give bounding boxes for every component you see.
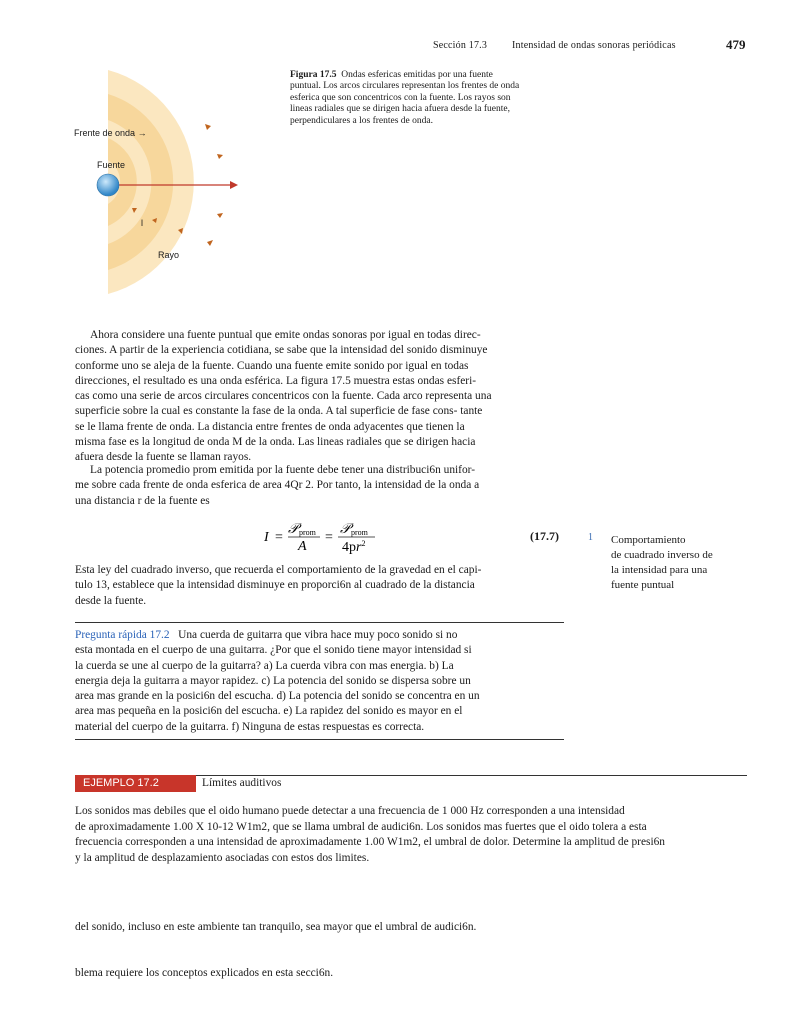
example-line: frecuencia corresponden a una intensidad de aproximadamente 1.00 W1m2, el umbral de dolor. Determine la amplitud de presi6n	[75, 836, 666, 848]
quiz-line: esta montada en el cuerpo de una guitarra. ¿Por que el sonido tiene mayor intensidad si	[75, 644, 472, 657]
label-lambda: l	[141, 218, 143, 228]
source-sphere	[97, 174, 119, 196]
p1-line: direcciones, el resultado es una onda esférica. La figura 17.5 muestra estas ondas esferi-	[75, 374, 477, 387]
eq-den2: $4pr^2$	[342, 539, 366, 555]
caption-line-4: lineas radiales que se dirigen hacia afuera desde la fuente,	[290, 104, 510, 115]
p1-line: afuera desde la fuente se llaman rayos.	[75, 451, 252, 464]
p2-line: una distancia r de la fuente es	[75, 494, 210, 507]
eq-symbol: I	[264, 530, 269, 545]
p1-line: misma fase es la longitud de onda M de la onda. Las lineas radiales que se dirigen hacia	[75, 436, 476, 449]
p3-line: Esta ley del cuadrado inverso, que recuerda el comportamiento de la gravedad en el capi-	[75, 564, 482, 576]
paragraph-1	[75, 328, 566, 466]
page-number: 479	[726, 37, 746, 52]
p1-line: ciones. A partir de la experiencia cotidiana, se sabe que la intensidad del sonido disminuye	[75, 344, 488, 357]
margin-marker: 1	[588, 532, 593, 543]
figure-caption	[290, 70, 560, 127]
margin-note	[611, 533, 741, 593]
eq-equals: =	[275, 530, 283, 545]
caption-label: Figura 17.5	[290, 70, 337, 80]
margin-line: Comportamiento	[611, 534, 686, 546]
caption-line-2: puntual. Los arcos circulares representan los frentes de onda	[290, 81, 520, 92]
p3-line: desde la fuente.	[75, 594, 147, 607]
label-wavefront: Frente de onda →	[74, 128, 147, 138]
eq-num1: 𝒫	[288, 522, 299, 537]
example-line: de aproximadamente 1.00 X 10-12 W1m2, que se llama umbral de audici6n. Los sonidos mas fuertes que el oido tolera a esta	[75, 820, 647, 833]
caption-line-3: esferica que son concentricos con la fuente. Los rayos son	[290, 92, 511, 103]
example-header	[75, 775, 747, 791]
p1-line: conforme uno se aleja de la fuente. Cuando una fuente emite sonido por igual en todas	[75, 359, 469, 372]
quiz-line: Una cuerda de guitarra que vibra hace muy poco sonido si no	[178, 629, 458, 641]
p2-line: me sobre cada frente de onda esferica de area 4Qr 2. Por tanto, la intensidad de la onda a	[75, 479, 480, 492]
example-line: Los sonidos mas debiles que el oido humano puede detectar a una frecuencia de 1 000 Hz corresponden a una intensidad	[75, 805, 625, 817]
eq-num1-sub: prom	[299, 528, 316, 537]
arrow-1	[205, 124, 211, 130]
quiz-line: material del cuerpo de la guitarra. f) Ninguna de estas respuestas es correcta.	[75, 720, 425, 733]
arrow-2	[217, 154, 223, 159]
quiz-top-rule	[75, 622, 564, 623]
eq-num2: 𝒫	[340, 522, 351, 537]
p3-line: tulo 13, establece que la intensidad disminuye en proporci6n al cuadrado de la distancia	[75, 579, 475, 592]
header-section: Sección 17.3	[433, 40, 488, 51]
p1-line: cas como una serie de arcos circulares concentricos con la fuente. Cada arco representa una	[75, 390, 492, 403]
eq-num2-sub: prom	[351, 528, 368, 537]
p1-line: se le llama frente de onda. La distancia entre frentes de onda adyacentes que tienen la	[75, 420, 465, 433]
p2-line: La potencia promedio prom emitida por la fuente debe tener una distribuci6n unifor-	[90, 464, 476, 476]
quiz-line: la cuerda se une al cuerpo de la guitarra? a) La cuerda vibra con mas energia. b) La	[75, 659, 454, 672]
quiz-bottom-rule	[75, 739, 564, 740]
example-title: Límites auditivos	[202, 777, 282, 789]
example-header-rule	[196, 775, 747, 776]
margin-line: fuente puntual	[611, 579, 675, 591]
paragraph-2	[75, 463, 566, 509]
example-statement	[75, 804, 751, 866]
eq-equals-2: =	[325, 530, 333, 545]
caption-line-5: perpendiculares a los frentes de onda.	[290, 115, 433, 126]
header-title: Intensidad de ondas sonoras periódicas	[512, 40, 676, 51]
eq-den1: A	[298, 539, 307, 554]
arrow-3	[217, 213, 223, 218]
equation-17-7	[262, 516, 392, 556]
caption-line-1: Ondas esfericas emitidas por una fuente	[341, 70, 493, 80]
quiz-line: area mas pequeña en la posici6n del escucha. e) La rapidez del sonido es mayor en el	[75, 705, 463, 718]
margin-line: la intensidad para una	[611, 564, 708, 576]
quick-quiz	[75, 628, 566, 735]
p1-line: superficie sobre la cual es constante la fase de la onda. A tal superficie de fase cons- tante	[75, 405, 483, 418]
spherical-wave-figure	[60, 60, 250, 300]
example-line: y la amplitud de desplazamiento asociadas con estos dos limites.	[75, 851, 370, 864]
paragraph-3	[75, 563, 566, 609]
label-arrow-icon: →	[137, 128, 147, 138]
example-tail-2: blema requiere los conceptos explicados en esta secci6n.	[75, 967, 334, 979]
label-source: Fuente	[97, 160, 126, 170]
example-label: EJEMPLO 17.2	[75, 775, 196, 792]
margin-line: de cuadrado inverso de	[611, 549, 713, 561]
quiz-line: energia deja la guitarra a mayor rapidez. c) La potencia del sonido se dispersa sobre un	[75, 674, 471, 687]
quiz-label: Pregunta rápida 17.2	[75, 629, 170, 641]
equation-number: (17.7)	[530, 529, 559, 543]
p1-line: Ahora considere una fuente puntual que emite ondas sonoras por igual en todas direc-	[90, 329, 481, 341]
ray-arrowhead	[230, 181, 238, 189]
label-ray: Rayo	[158, 250, 180, 260]
example-tail-1: del sonido, incluso en este ambiente tan tranquilo, sea mayor que el umbral de audici6n.	[75, 921, 477, 933]
quiz-line: area mas grande en la posici6n del escucha. d) La potencia del sonido se concentra en un	[75, 690, 480, 703]
arrow-4	[207, 240, 213, 246]
